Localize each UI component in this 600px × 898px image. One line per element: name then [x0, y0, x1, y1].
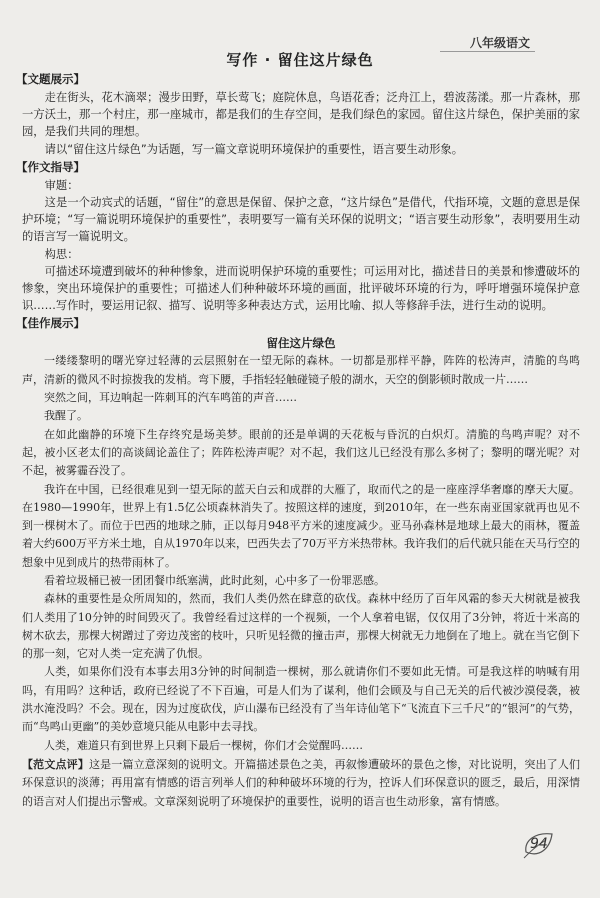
guide-paragraph: 这是一个动宾式的话题，“留住”的意思是保留、保护之意，“这片绿色”是借代，代指环境，文题的意思是保护环境；“写一篇说明环境保护的重要性”，表明要写一篇有关环保的说明文；“语言要生动形象”，表明要用生动的语言写一篇说明文。 [22, 196, 580, 244]
essay-paragraph: 森林的重要性是众所周知的，然而，我们人类仍然在肆意的砍伐。森林中经历了百年风霜的参天大树就是被我们人类用了10分钟的时间毁灭了。我曾经看过这样的一个视频，一个人拿着电锯，仅仅用了3分钟，将近十米高的树木砍去，那棵大树蹭过了旁边茂密的枝叶，只听见轻微的撞击声，那棵大树就无力地倒在了地上。就在当它倒下的那一刻，它对人类一定充满了仇恨。 [22, 592, 580, 661]
content [16, 70, 581, 811]
essay-title: 留住这片绿色 [266, 336, 336, 351]
guide-heading: 构思： [44, 247, 79, 261]
essay-paragraph: 突然之间，耳边响起一阵刺耳的汽车鸣笛的声音…… [44, 391, 297, 405]
guide-paragraph: 可描述环境遭到破坏的种种惨象，进而说明保护环境的重要性；可运用对比，描述昔日的美景和惨遭破坏的惨象，突出环境保护的重要性；可描述人们种种破坏环境的画面，批评破坏环境的行为，呼吁增强环境保护意识……写作时，要运用记叙、描写、说明等多种表达方式，运用比喻、拟人等修辞手法，进行生动的说明。 [22, 264, 580, 313]
section-guide-label: 【作文指导】 [16, 159, 85, 174]
grade-label: 八年级语文 [469, 36, 530, 50]
review-text: 这是一篇立意深刻的说明文。开篇描述景色之美，再叙惨遭破坏的景色之惨，对比说明，突出了人们环保意识的淡薄；再用富有情感的语言列举人们的种种破坏环境的行为，控诉人们环保意识的匮乏，最后，用深情的语言对人们提出示警戒。文章深刻说明了环境保护的重要性，说明的语言也生动形象，富有情感。 [22, 757, 581, 808]
essay-paragraph: 我许在中国，已经很难见到一望无际的蓝天白云和成群的大雁了，取而代之的是一座座浮华奢靡的摩天大厦。在1980—1990年，世界上有1.5亿公顷森林消失了。按照这样的速度，到2010年，在一些东南亚国家就再也见不到一棵树木了。而位于巴西的地球之肺，正以每月948平方米的速度减少。亚马孙森林是地球上最大的雨林，覆盖着大约600万平方米土地，自从1970年以来，巴西失去了70万平方米热带林。我许我们的后代就只能在天马行空的想象中见到成片的热带雨林了。 [22, 482, 580, 569]
review-label: 【范文点评】 [22, 757, 89, 771]
essay-paragraph: 人类，如果你们没有本事去用3分钟的时间制造一棵树，那么就请你们不要如此无情。可是我这样的呐喊有用吗，有用吗？这种话，政府已经说了不下百遍，可是人们为了谋利，他们会顾及与自己无关的后代被沙漠侵袭，被洪水淹没吗？不会。现在，因为过度砍伐，庐山瀑布已经没有了当年诗仙笔下“飞流直下三千尺”的“银河”的气势，而“鸟鸣山更幽”的美妙意境只能从电影中去寻找。 [22, 665, 580, 734]
essay-paragraph: 看着垃圾桶已被一团团餐巾纸塞满，此时此刻，心中多了一份罪恶感。 [44, 574, 385, 587]
page-title: 写作 · 留住这片绿色 [226, 51, 374, 69]
page-number-badge [522, 830, 556, 860]
topic-paragraph: 走在街头，花木滴翠；漫步田野，草长莺飞；庭院休息，鸟语花香；泛舟江上，碧波荡漾。那一片森林，那一方沃土，那一个村庄，那一座城市，都是我们的生存空间，是我们绿色的家园。留住这片绿色，保护美丽的家园，是我们共同的理想。 [22, 91, 580, 139]
topic-paragraph: 请以“留住这片绿色”为话题，写一篇文章说明环境保护的重要性，语言要生动形象。 [44, 142, 463, 156]
review [22, 756, 580, 811]
essay-paragraph: 人类，难道只有到世界上只剩下最后一棵树，你们才会觉醒吗…… [44, 738, 363, 752]
essay [22, 334, 580, 755]
essay-paragraph: 我醒了。 [44, 409, 88, 423]
page-number: 94 [530, 836, 548, 852]
essay-paragraph: 一缕缕黎明的曙光穿过轻薄的云层照射在一望无际的森林。一切都是那样平静，阵阵的松涛声，清脆的鸟鸣声，清新的微风不时掠拨我的发梢。弯下腰，手指轻轻触碰镜子般的湖水，天空的倒影顿时散成一片…… [22, 354, 580, 386]
review-paragraph [22, 756, 580, 811]
guide-heading: 审题： [44, 178, 79, 192]
essay-paragraph: 在如此幽静的环境下生存终究是场美梦。眼前的还是单调的天花板与昏沉的白炽灯。清脆的鸟鸣声呢？对不起，被小区老太们的高谈阔论盖住了；阵阵松涛声呢？对不起，我们这儿已经没有那么多树了；黎明的曙光呢？对不起，被雾霾吞没了。 [22, 427, 580, 478]
section-topic-label: 【文题展示】 [16, 72, 85, 86]
section-sample-label: 【佳作展示】 [16, 316, 85, 331]
